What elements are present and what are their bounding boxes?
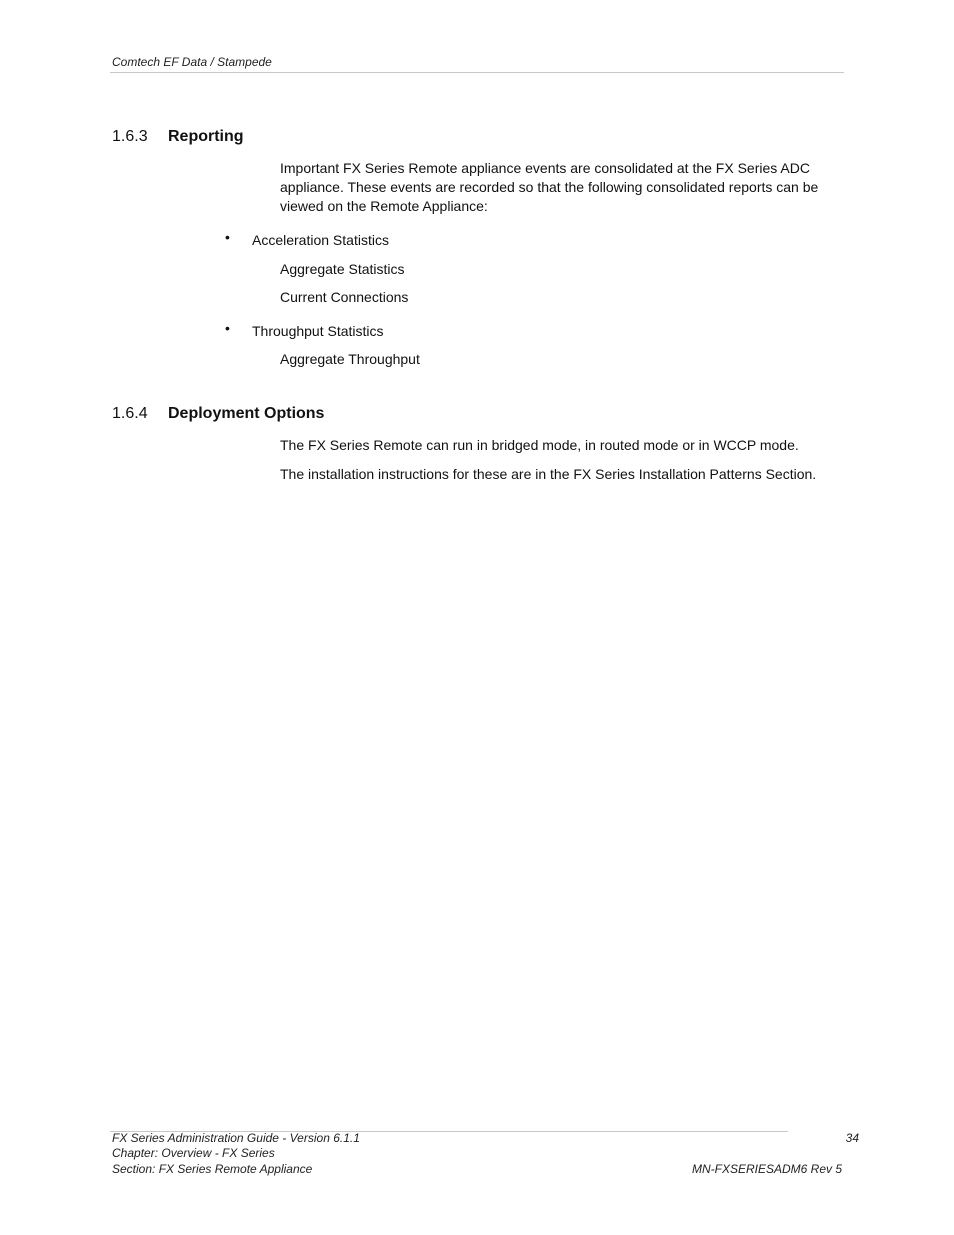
section-number-deployment: 1.6.4 xyxy=(112,405,148,422)
footer-chapter: Chapter: Overview - FX Series xyxy=(112,1146,275,1160)
footer-guide-title: FX Series Administration Guide - Version 6.1.1 xyxy=(112,1131,360,1145)
section-title-reporting: Reporting xyxy=(168,128,244,145)
deployment-paragraph-modes: The FX Series Remote can run in bridged mode, in routed mode or in WCCP mode. xyxy=(280,437,799,453)
footer-page-number: 34 xyxy=(845,1131,859,1145)
subitem-aggregate-statistics: Aggregate Statistics xyxy=(280,261,405,277)
subitem-current-connections: Current Connections xyxy=(280,289,409,305)
bullet-marker: • xyxy=(225,320,230,336)
footer-doc-id: MN-FXSERIESADM6 Rev 5 xyxy=(691,1162,842,1176)
section-number-reporting: 1.6.3 xyxy=(112,128,148,145)
reporting-intro-paragraph: Important FX Series Remote appliance events are consolidated at the FX Series ADC appliance. These events are recorded so that the following consolidated reports can be viewed on the Remote Appliance: xyxy=(280,160,819,214)
header-rule xyxy=(110,72,844,73)
subitem-aggregate-throughput: Aggregate Throughput xyxy=(280,351,420,367)
bullet-throughput-statistics: Throughput Statistics xyxy=(252,323,384,339)
bullet-acceleration-statistics: Acceleration Statistics xyxy=(252,232,389,248)
section-title-deployment: Deployment Options xyxy=(168,405,325,422)
running-header: Comtech EF Data / Stampede xyxy=(112,55,272,69)
footer-section: Section: FX Series Remote Appliance xyxy=(112,1162,313,1176)
bullet-marker: • xyxy=(225,229,230,245)
deployment-paragraph-installation: The installation instructions for these are in the FX Series Installation Patterns Section. xyxy=(280,466,817,482)
